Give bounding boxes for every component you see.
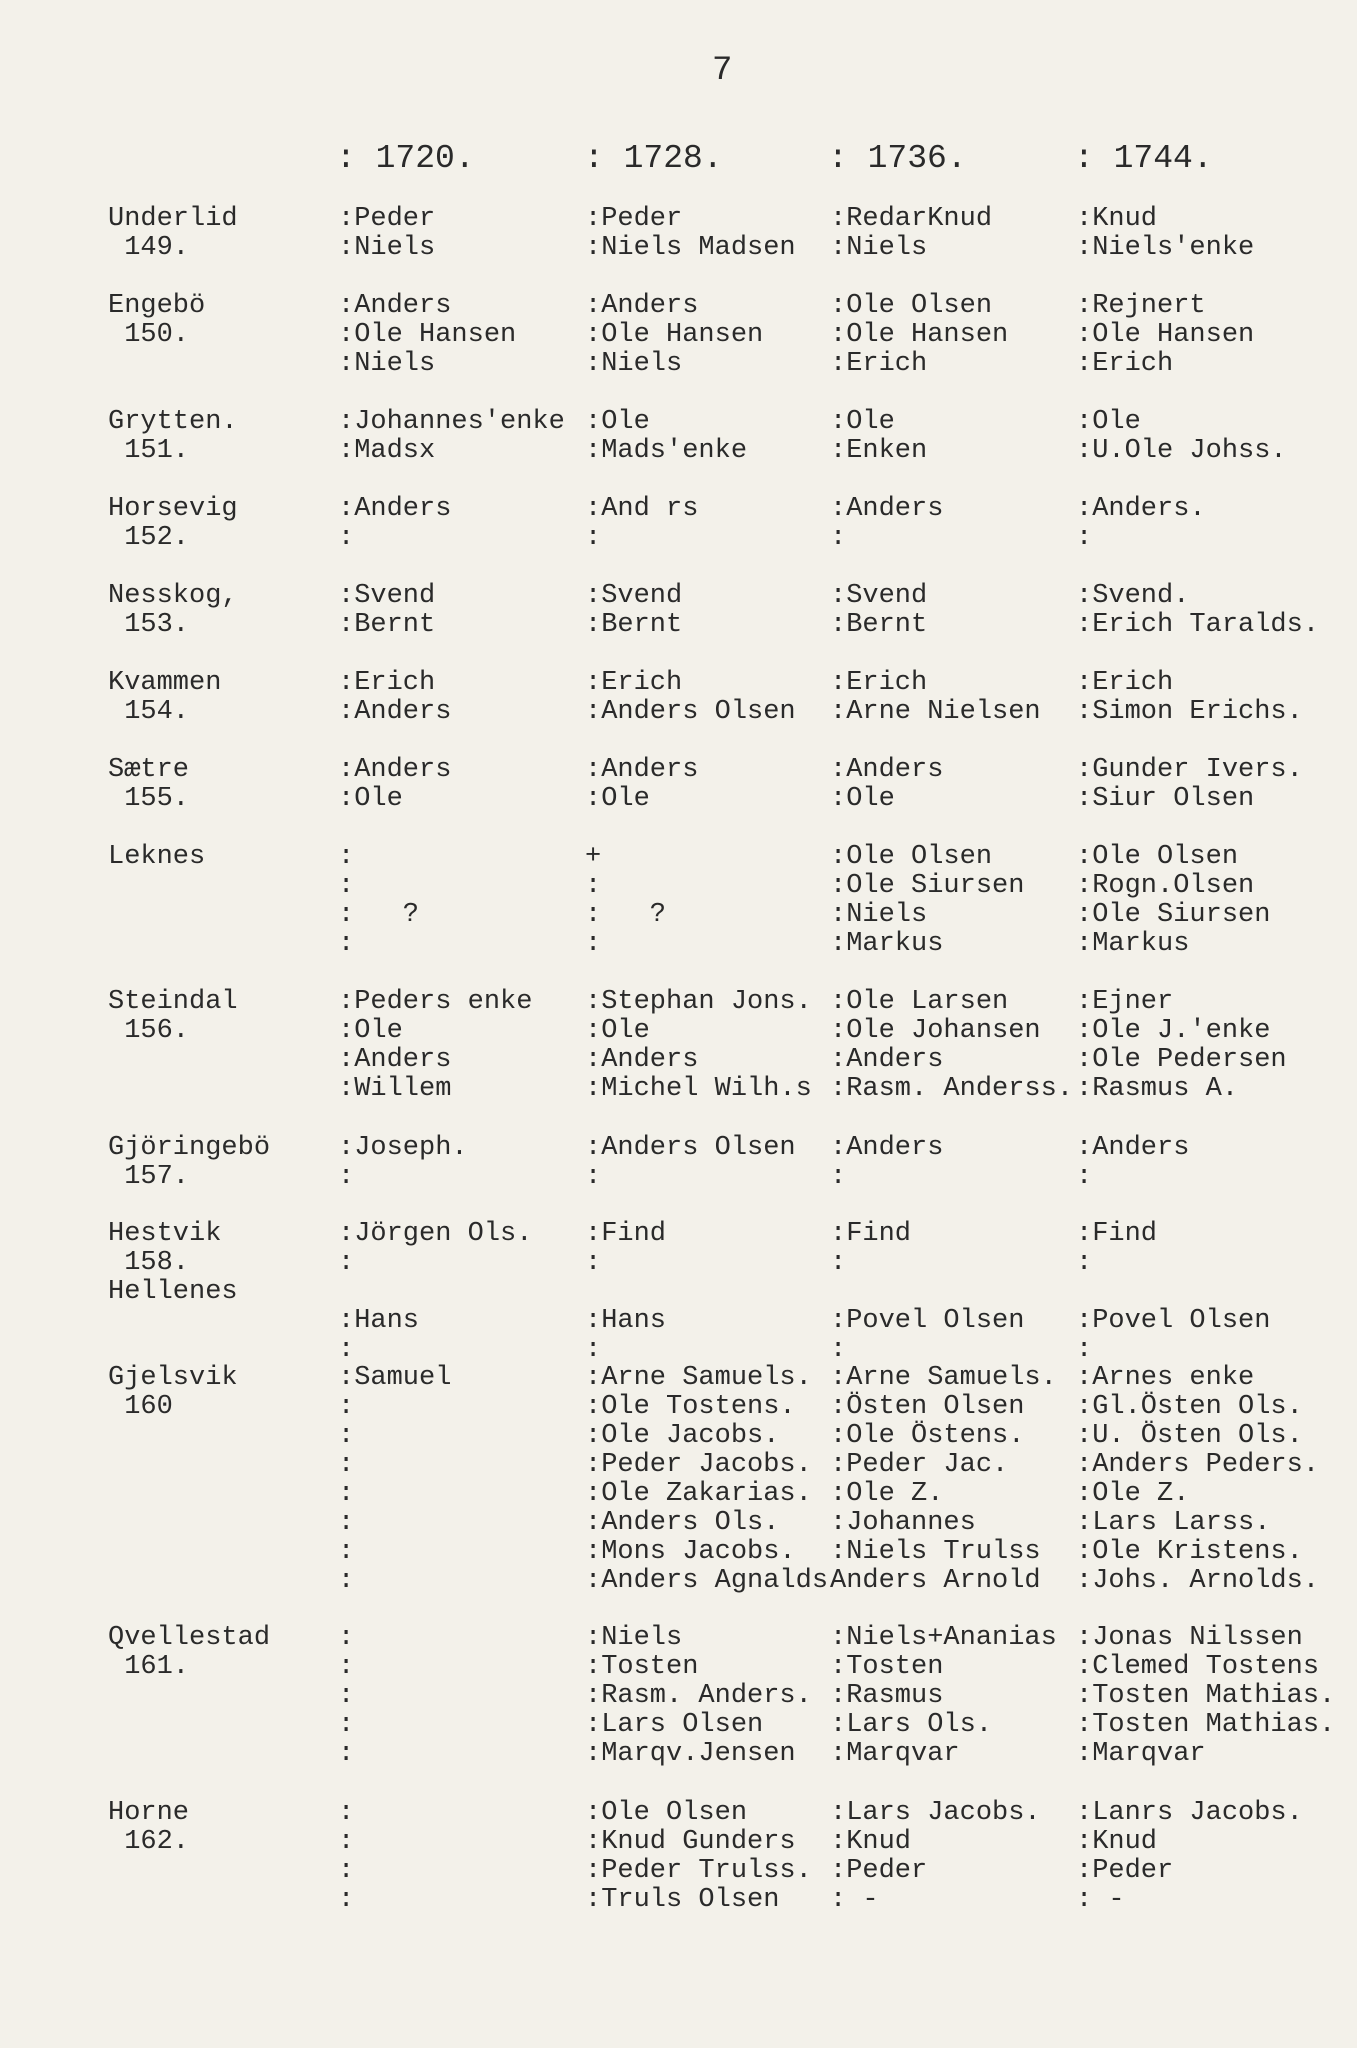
year-column-3 — [830, 669, 1041, 727]
farm-name — [108, 292, 205, 350]
occupant-name: :Truls Olsen — [585, 1885, 780, 1915]
occupant-name: :Tosten Mathias. — [1076, 1710, 1336, 1740]
farm-name — [108, 205, 238, 263]
year-column-3 — [830, 1220, 911, 1278]
occupant-name: :Find — [830, 1219, 912, 1249]
occupant-name: :Arne Nielsen — [830, 697, 1041, 727]
occupant-name: Anders Arnold — [830, 1566, 1041, 1596]
occupant-name: :Povel Olsen — [1076, 1306, 1271, 1336]
farm-name-line: 153. — [108, 610, 190, 640]
occupant-name: :Anders. — [1076, 494, 1206, 524]
occupant-name: :U. Östen Ols. — [1076, 1421, 1303, 1451]
occupant-name: : — [338, 1885, 355, 1915]
farm-name-line: 157. — [108, 1162, 190, 1192]
year-column-3 — [830, 1364, 1057, 1596]
occupant-name: :Arnes enke — [1076, 1363, 1255, 1393]
farm-name — [108, 495, 238, 553]
occupant-name: :Niels — [830, 233, 928, 263]
occupant-name: :Ole Larsen — [830, 987, 1009, 1017]
occupant-name: :Anders Agnalds — [585, 1566, 829, 1596]
occupant-name: :Erich — [830, 349, 928, 379]
year-column-2 — [585, 1220, 666, 1278]
occupant-name: :Arne Samuels. — [585, 1363, 812, 1393]
farm-name-line: Sætre — [108, 755, 190, 785]
year-column-4 — [1076, 843, 1270, 959]
occupant-name: :Anders — [338, 1045, 452, 1075]
year-column-3 — [830, 756, 943, 814]
occupant-name: :Johannes'enke — [338, 407, 565, 437]
occupant-name: :Anders — [338, 697, 452, 727]
occupant-name: :Ole Olsen — [830, 842, 993, 872]
year-column-4 — [1076, 205, 1254, 263]
occupant-name: : — [338, 1450, 355, 1480]
farm-name — [108, 669, 221, 727]
occupant-name: :Niels — [830, 900, 928, 930]
year-1728: : 1728. — [584, 140, 723, 177]
year-column-3 — [830, 408, 927, 466]
occupant-name: : — [585, 1162, 602, 1192]
occupant-name: :Anders Ols. — [585, 1508, 780, 1538]
year-column-4 — [1076, 756, 1303, 814]
occupant-name: : — [338, 1710, 355, 1740]
occupant-name: :Ole — [585, 784, 650, 814]
occupant-name: :Anders — [830, 755, 944, 785]
year-column-1 — [338, 1624, 354, 1769]
farm-name-line: 152. — [108, 523, 190, 553]
occupant-name: :Ole Olsen — [585, 1798, 748, 1828]
farm-name-line: 150. — [108, 320, 190, 350]
year-column-2 — [585, 669, 796, 727]
year-column-1 — [338, 495, 451, 553]
year-column-2 — [585, 408, 747, 466]
occupant-name: :Marqvar — [830, 1739, 960, 1769]
year-1736: : 1736. — [828, 140, 967, 177]
occupant-name: :Anders — [585, 755, 699, 785]
year-column-3 — [830, 1624, 1057, 1769]
occupant-name: :Find — [585, 1219, 667, 1249]
occupant-name: :Knud — [1076, 1827, 1158, 1857]
year-column-4 — [1076, 988, 1287, 1104]
year-column-2 — [585, 582, 682, 640]
year-column-1 — [338, 988, 532, 1104]
year-column-2 — [585, 1624, 812, 1769]
year-column-4 — [1076, 408, 1287, 466]
occupant-name: :Marqvar — [1076, 1739, 1206, 1769]
occupant-name: :Tosten — [830, 1652, 944, 1682]
occupant-name: :Erich — [1076, 349, 1174, 379]
occupant-name: :Bernt — [338, 610, 436, 640]
occupant-name: :Knud Gunders — [585, 1827, 796, 1857]
farm-name-line: Nesskog, — [108, 581, 238, 611]
occupant-name: :Ole — [830, 784, 895, 814]
occupant-name: :Anders Olsen — [585, 697, 796, 727]
occupant-name: :Niels Madsen — [585, 233, 796, 263]
occupant-name: :Ole Östens. — [830, 1421, 1025, 1451]
occupant-name: :Markus — [1076, 929, 1190, 959]
occupant-name: : — [585, 929, 602, 959]
occupant-name: : — [338, 1392, 355, 1422]
occupant-name: : — [338, 1681, 355, 1711]
occupant-name: + — [585, 842, 602, 872]
farm-name — [108, 1799, 189, 1857]
farm-name-line: Gjöringebö — [108, 1133, 271, 1163]
occupant-name: : — [585, 523, 602, 553]
year-column-1 — [338, 292, 516, 379]
occupant-name: :Jörgen Ols. — [338, 1219, 533, 1249]
occupant-name: :Lars Larss. — [1076, 1508, 1271, 1538]
occupant-name: :Ole Siursen — [1076, 900, 1271, 930]
occupant-name: :Anders — [585, 291, 699, 321]
occupant-name: : ? — [338, 900, 420, 930]
year-column-2 — [585, 495, 698, 553]
occupant-name: :Ole Kristens. — [1076, 1537, 1303, 1567]
occupant-name: : — [585, 1248, 602, 1278]
occupant-name: : — [338, 1537, 355, 1567]
year-column-4 — [1076, 495, 1206, 553]
occupant-name: : — [830, 1162, 847, 1192]
occupant-name: : — [338, 1652, 355, 1682]
occupant-name: :Erich — [1076, 668, 1174, 698]
occupant-name: :Joseph. — [338, 1133, 468, 1163]
farm-name — [108, 582, 238, 640]
occupant-name: :Anders Olsen — [585, 1133, 796, 1163]
year-column-1 — [338, 756, 451, 814]
year-column-4 — [1076, 1220, 1157, 1278]
occupant-name: :Anders — [830, 1045, 944, 1075]
farm-name-line: Grytten. — [108, 407, 238, 437]
year-column-1 — [338, 1220, 532, 1278]
occupant-name: :Ole Jacobs. — [585, 1421, 780, 1451]
occupant-name: :Hans — [338, 1306, 420, 1336]
occupant-name: :Peder Jac. — [830, 1450, 1009, 1480]
occupant-name: :Ole Olsen — [830, 291, 993, 321]
occupant-name: :Ole Pedersen — [1076, 1045, 1287, 1075]
occupant-name: : — [338, 1739, 355, 1769]
occupant-name: :Niels Trulss — [830, 1537, 1041, 1567]
occupant-name: :Enken — [830, 436, 928, 466]
year-column-2 — [585, 292, 763, 379]
occupant-name: : ? — [585, 900, 667, 930]
occupant-name: :Clemed Tostens — [1076, 1652, 1320, 1682]
occupant-name: :Tosten — [585, 1652, 699, 1682]
farm-name — [108, 756, 189, 814]
year-column-2 — [585, 1799, 812, 1915]
year-column-4 — [1076, 1624, 1335, 1769]
occupant-name: : — [338, 1335, 355, 1365]
year-column-1 — [338, 669, 451, 727]
occupant-name: :Hans — [585, 1306, 667, 1336]
occupant-name: :Erich — [830, 668, 928, 698]
occupant-name: : — [338, 1508, 355, 1538]
occupant-name: :Rasmus — [830, 1681, 944, 1711]
occupant-name: : — [338, 871, 355, 901]
year-column-1 — [338, 205, 435, 263]
year-column-4 — [1076, 292, 1254, 379]
occupant-name: :Rogn.Olsen — [1076, 871, 1255, 901]
occupant-name: :Ole — [830, 407, 895, 437]
occupant-name: :Ole Hansen — [585, 320, 764, 350]
farm-name-line: Kvammen — [108, 668, 222, 698]
year-column-2 — [585, 756, 698, 814]
occupant-name: :Willem — [338, 1074, 452, 1104]
occupant-name: : — [338, 1421, 355, 1451]
farm-name — [108, 1134, 270, 1192]
occupant-name: :Knud — [1076, 204, 1158, 234]
occupant-name: :Niels'enke — [1076, 233, 1255, 263]
occupant-name: :Lanrs Jacobs. — [1076, 1798, 1303, 1828]
year-column-3 — [830, 495, 943, 553]
occupant-name: :Erich — [585, 668, 683, 698]
occupant-name: : — [338, 1162, 355, 1192]
occupant-name: : — [338, 1827, 355, 1857]
farm-name-line: Qvellestad — [108, 1623, 271, 1653]
page-number: 7 — [712, 52, 733, 90]
occupant-name: :Ole — [1076, 407, 1141, 437]
occupant-name: :Niels — [585, 349, 683, 379]
farm-name-line: Horsevig — [108, 494, 238, 524]
year-column-4 — [1076, 1364, 1319, 1596]
year-column-2 — [585, 843, 666, 959]
occupant-name: :And rs — [585, 494, 699, 524]
occupant-name: :Ole — [585, 1016, 650, 1046]
occupant-name: :Niels+Ananias — [830, 1623, 1057, 1653]
occupant-name: :Tosten Mathias. — [1076, 1681, 1336, 1711]
occupant-name: :Ole Hansen — [1076, 320, 1255, 350]
farm-name — [108, 408, 238, 466]
year-header-row — [0, 140, 1357, 180]
occupant-name: :Ejner — [1076, 987, 1174, 1017]
occupant-name: :Mads'enke — [585, 436, 748, 466]
occupant-name: :Ole Johansen — [830, 1016, 1041, 1046]
occupant-name: :Peder — [585, 204, 683, 234]
occupant-name: :Ole Siursen — [830, 871, 1025, 901]
occupant-name: :Peder Jacobs. — [585, 1450, 812, 1480]
occupant-name: : — [1076, 1248, 1093, 1278]
occupant-name: : — [338, 1479, 355, 1509]
occupant-name: :Svend — [830, 581, 928, 611]
occupant-name: : — [338, 523, 355, 553]
farm-name-line: Gjelsvik — [108, 1363, 238, 1393]
occupant-name: : — [338, 1623, 355, 1653]
occupant-name: :Östen Olsen — [830, 1392, 1025, 1422]
occupant-name: :Arne Samuels. — [830, 1363, 1057, 1393]
occupant-name: :Erich — [338, 668, 436, 698]
occupant-name: :Michel Wilh.s — [585, 1074, 812, 1104]
occupant-name: :Lars Ols. — [830, 1710, 993, 1740]
occupant-name: :Gunder Ivers. — [1076, 755, 1303, 785]
occupant-name: : — [830, 523, 847, 553]
occupant-name: :Svend. — [1076, 581, 1190, 611]
occupant-name: :Anders — [338, 291, 452, 321]
occupant-name: :Ole Tostens. — [585, 1392, 796, 1422]
occupant-name: :Knud — [830, 1827, 912, 1857]
farm-name-line: Steindal — [108, 987, 238, 1017]
occupant-name: : — [585, 871, 602, 901]
year-column-1 — [338, 408, 565, 466]
farm-name-line: Hestvik — [108, 1219, 222, 1249]
occupant-name: :Simon Erichs. — [1076, 697, 1303, 727]
farm-name-line: 162. — [108, 1827, 190, 1857]
year-column-1 — [338, 1364, 451, 1596]
farm-name — [108, 1364, 238, 1422]
occupant-name: :Niels — [585, 1623, 683, 1653]
occupant-name: :Rasm. Anders. — [585, 1681, 812, 1711]
occupant-name: : - — [830, 1885, 879, 1915]
occupant-name: :RedarKnud — [830, 204, 993, 234]
year-column-3 — [830, 205, 992, 263]
year-column-3 — [830, 1134, 943, 1192]
occupant-name: : — [338, 1248, 355, 1278]
occupant-name: :Markus — [830, 929, 944, 959]
occupant-name: :Gl.Östen Ols. — [1076, 1392, 1303, 1422]
occupant-name: : — [338, 929, 355, 959]
farm-name-line: 156. — [108, 1016, 190, 1046]
farm-name-line: 154. — [108, 697, 190, 727]
farm-name — [108, 1220, 238, 1307]
occupant-name: :Ole Hansen — [338, 320, 517, 350]
occupant-name: :Peder — [1076, 1856, 1174, 1886]
year-column-2 — [585, 1134, 796, 1192]
occupant-name: :Siur Olsen — [1076, 784, 1255, 814]
occupant-name: :Povel Olsen — [830, 1306, 1025, 1336]
occupant-name: :Ole Z. — [1076, 1479, 1190, 1509]
occupant-name: :Johannes — [830, 1508, 976, 1538]
year-column-4 — [1076, 1134, 1189, 1192]
farm-name-line: 155. — [108, 784, 190, 814]
occupant-name: :Anders — [1076, 1133, 1190, 1163]
year-column-1 — [338, 1799, 354, 1915]
occupant-name: : — [830, 1248, 847, 1278]
occupant-name: :U.Ole Johss. — [1076, 436, 1287, 466]
farm-name-line: Horne — [108, 1798, 190, 1828]
year-column-2 — [585, 205, 796, 263]
occupant-name: : — [585, 1335, 602, 1365]
occupant-name: : — [1076, 523, 1093, 553]
occupant-name: : - — [1076, 1885, 1125, 1915]
farm-name-line: Engebö — [108, 291, 206, 321]
occupant-name: :Johs. Arnolds. — [1076, 1566, 1320, 1596]
year-column-4 — [1076, 1307, 1270, 1365]
occupant-name: :Peder Trulss. — [585, 1856, 812, 1886]
year-column-3 — [830, 843, 1024, 959]
year-column-3 — [830, 1307, 1024, 1365]
farm-name-line: 149. — [108, 233, 190, 263]
year-column-2 — [585, 1307, 666, 1365]
occupant-name: :Samuel — [338, 1363, 452, 1393]
year-column-4 — [1076, 1799, 1303, 1915]
occupant-name: :Rasmus A. — [1076, 1074, 1239, 1104]
year-column-4 — [1076, 582, 1319, 640]
occupant-name: :Ole J.'enke — [1076, 1016, 1271, 1046]
farm-name-line: 161. — [108, 1652, 190, 1682]
farm-name-line: Underlid — [108, 204, 238, 234]
occupant-name: :Peder — [830, 1856, 928, 1886]
occupant-name: :Lars Jacobs. — [830, 1798, 1041, 1828]
occupant-name: :Anders — [830, 494, 944, 524]
occupant-name: : — [830, 1335, 847, 1365]
occupant-name: :Ole Z. — [830, 1479, 944, 1509]
occupant-name: :Ole Olsen — [1076, 842, 1239, 872]
year-column-3 — [830, 988, 1073, 1104]
occupant-name: :Svend — [585, 581, 683, 611]
occupant-name: :Marqv.Jensen — [585, 1739, 796, 1769]
occupant-name: :Mons Jacobs. — [585, 1537, 796, 1567]
occupant-name: : — [338, 1566, 355, 1596]
occupant-name: :Anders — [338, 755, 452, 785]
occupant-name: : — [1076, 1335, 1093, 1365]
farm-name-line: 160 — [108, 1392, 173, 1422]
year-column-3 — [830, 292, 1008, 379]
occupant-name: :Niels — [338, 349, 436, 379]
year-1744: : 1744. — [1074, 140, 1213, 177]
occupant-name: :Bernt — [585, 610, 683, 640]
farm-name — [108, 843, 205, 872]
occupant-name: :Ole — [338, 784, 403, 814]
year-column-3 — [830, 582, 927, 640]
occupant-name: : — [338, 1856, 355, 1886]
occupant-name: :Anders — [830, 1133, 944, 1163]
occupant-name: : — [338, 842, 355, 872]
year-column-4 — [1076, 669, 1303, 727]
farm-name-line: 158. — [108, 1248, 190, 1278]
occupant-name: :Anders — [585, 1045, 699, 1075]
occupant-name: :Rasm. Anderss. — [830, 1074, 1074, 1104]
farm-name-line: Leknes — [108, 842, 206, 872]
year-column-1 — [338, 843, 419, 959]
occupant-name: :Rejnert — [1076, 291, 1206, 321]
year-column-2 — [585, 1364, 828, 1596]
farm-name — [108, 988, 238, 1046]
farm-name-line: 151. — [108, 436, 190, 466]
year-1720: : 1720. — [336, 140, 475, 177]
occupant-name: :Lars Olsen — [585, 1710, 764, 1740]
occupant-name: :Find — [1076, 1219, 1158, 1249]
farm-name-line: Hellenes — [108, 1277, 238, 1307]
year-column-2 — [585, 988, 812, 1104]
occupant-name: :Niels — [338, 233, 436, 263]
occupant-name: : — [1076, 1162, 1093, 1192]
occupant-name: :Madsx — [338, 436, 436, 466]
occupant-name: :Peder — [338, 204, 436, 234]
occupant-name: :Ole Zakarias. — [585, 1479, 812, 1509]
occupant-name: :Erich Taralds. — [1076, 610, 1320, 640]
occupant-name: :Anders — [338, 494, 452, 524]
occupant-name: :Ole — [338, 1016, 403, 1046]
occupant-name: :Peders enke — [338, 987, 533, 1017]
occupant-name: :Jonas Nilssen — [1076, 1623, 1303, 1653]
occupant-name: : — [338, 1798, 355, 1828]
year-column-1 — [338, 1134, 468, 1192]
year-column-1 — [338, 1307, 419, 1365]
year-column-1 — [338, 582, 435, 640]
occupant-name: :Anders Peders. — [1076, 1450, 1320, 1480]
occupant-name: :Svend — [338, 581, 436, 611]
year-column-3 — [830, 1799, 1041, 1915]
occupant-name: :Bernt — [830, 610, 928, 640]
occupant-name: :Stephan Jons. — [585, 987, 812, 1017]
occupant-name: :Ole — [585, 407, 650, 437]
occupant-name: :Ole Hansen — [830, 320, 1009, 350]
farm-name — [108, 1624, 270, 1682]
